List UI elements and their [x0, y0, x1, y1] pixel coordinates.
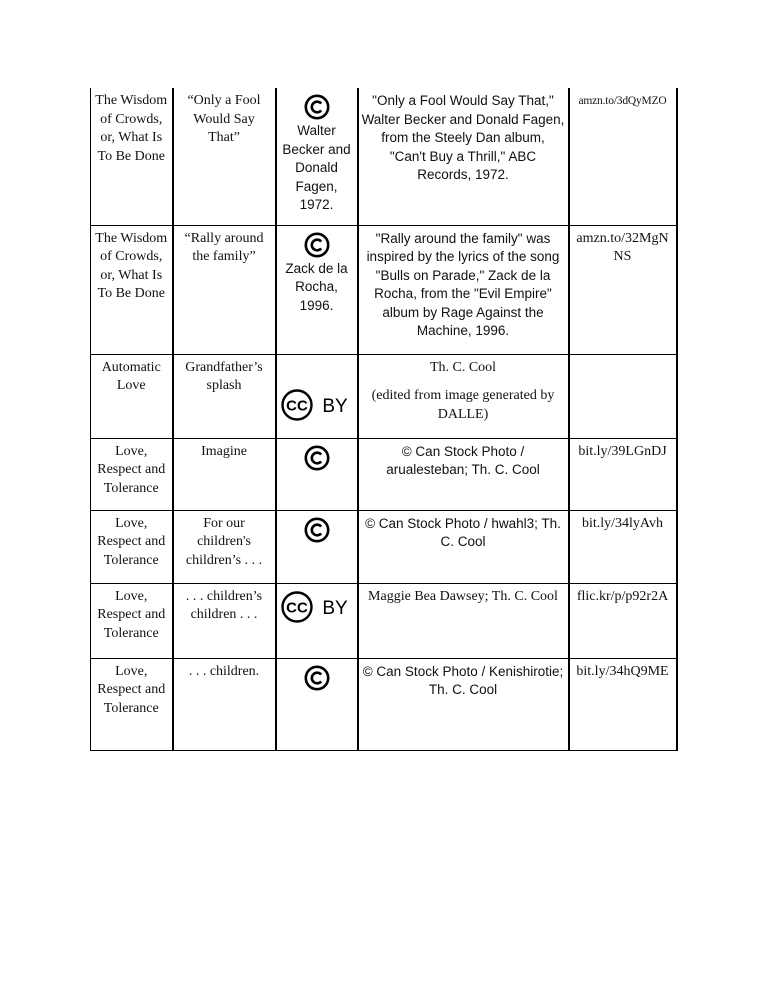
- link-cell[interactable]: bit.ly/39LGnDJ: [569, 438, 677, 510]
- by-label: BY: [321, 395, 348, 417]
- attribution-cell: © Can Stock Photo / arualesteban; Th. C. Cool: [358, 438, 569, 510]
- link-cell[interactable]: flic.kr/p/p92r2A: [569, 583, 677, 658]
- attribution-cell: [358, 354, 569, 438]
- link-cell[interactable]: amzn.to/3dQyMZO: [569, 88, 677, 225]
- license-cell: [276, 510, 358, 583]
- copyright-icon: [304, 94, 330, 120]
- by-label: BY: [321, 597, 348, 619]
- attribution-cell: © Can Stock Photo / Kenishirotie; Th. C. Cool: [358, 658, 569, 750]
- attribution-cell: © Can Stock Photo / hwahl3; Th. C. Cool: [358, 510, 569, 583]
- attribution-text: Th. C. Cool: [429, 359, 497, 375]
- song-title-cell: For our children's children’s . . .: [173, 510, 276, 583]
- copyright-icon: [304, 445, 330, 471]
- attribution-note: (edited from image generated by DALLE): [371, 388, 555, 422]
- song-title-cell: . . . children’s children . . .: [173, 583, 276, 658]
- license-cell: [276, 438, 358, 510]
- link-cell[interactable]: bit.ly/34lyAvh: [569, 510, 677, 583]
- cc-label: CC: [285, 397, 308, 414]
- license-cell: [276, 225, 358, 354]
- copyright-icon: [304, 232, 330, 258]
- license-holder-text: Walter Becker and Donald Fagen, 1972.: [282, 123, 351, 213]
- credits-table: [90, 88, 678, 751]
- cc-by-license-icon: [281, 591, 353, 623]
- license-holder-text: Zack de la Rocha, 1996.: [285, 260, 348, 313]
- work-title-cell: Love, Respect and Tolerance: [91, 583, 173, 658]
- attribution-cell: "Only a Fool Would Say That," Walter Becker and Donald Fagen, from the Steely Dan album, "Can't Buy a Thrill," ABC Records, 1972.: [358, 88, 569, 225]
- link-cell: [569, 354, 677, 438]
- table-row: [91, 438, 677, 510]
- song-title-cell: Grandfather’s splash: [173, 354, 276, 438]
- license-cell: [276, 88, 358, 225]
- song-title-cell: “Only a Fool Would Say That”: [173, 88, 276, 225]
- song-title-cell: Imagine: [173, 438, 276, 510]
- copyright-icon: [304, 665, 330, 691]
- link-cell[interactable]: bit.ly/34hQ9ME: [569, 658, 677, 750]
- work-title-cell: Love, Respect and Tolerance: [91, 438, 173, 510]
- attribution-cell: Maggie Bea Dawsey; Th. C. Cool: [358, 583, 569, 658]
- copyright-icon: [304, 517, 330, 543]
- work-title-cell: Love, Respect and Tolerance: [91, 658, 173, 750]
- song-title-cell: “Rally around the family”: [173, 225, 276, 354]
- link-cell[interactable]: amzn.to/32MgNNS: [569, 225, 677, 354]
- attribution-cell: "Rally around the family" was inspired by the lyrics of the song "Bulls on Parade," Zack de la Rocha, from the "Evil Empire" album by Rage Against the Machine, 1996.: [358, 225, 569, 354]
- work-title-cell: The Wisdom of Crowds, or, What Is To Be Done: [91, 88, 173, 225]
- table-row: [91, 354, 677, 438]
- license-cell: [276, 354, 358, 438]
- work-title-cell: Automatic Love: [91, 354, 173, 438]
- song-title-cell: . . . children.: [173, 658, 276, 750]
- license-cell: [276, 658, 358, 750]
- table-row: [91, 583, 677, 658]
- cc-label: CC: [285, 599, 308, 616]
- work-title-cell: Love, Respect and Tolerance: [91, 510, 173, 583]
- work-title-cell: The Wisdom of Crowds, or, What Is To Be Done: [91, 225, 173, 354]
- license-cell: [276, 583, 358, 658]
- cc-by-license-icon: [281, 389, 353, 421]
- table-row: [91, 225, 677, 354]
- table-row: [91, 88, 677, 225]
- table-row: [91, 510, 677, 583]
- table-row: [91, 658, 677, 750]
